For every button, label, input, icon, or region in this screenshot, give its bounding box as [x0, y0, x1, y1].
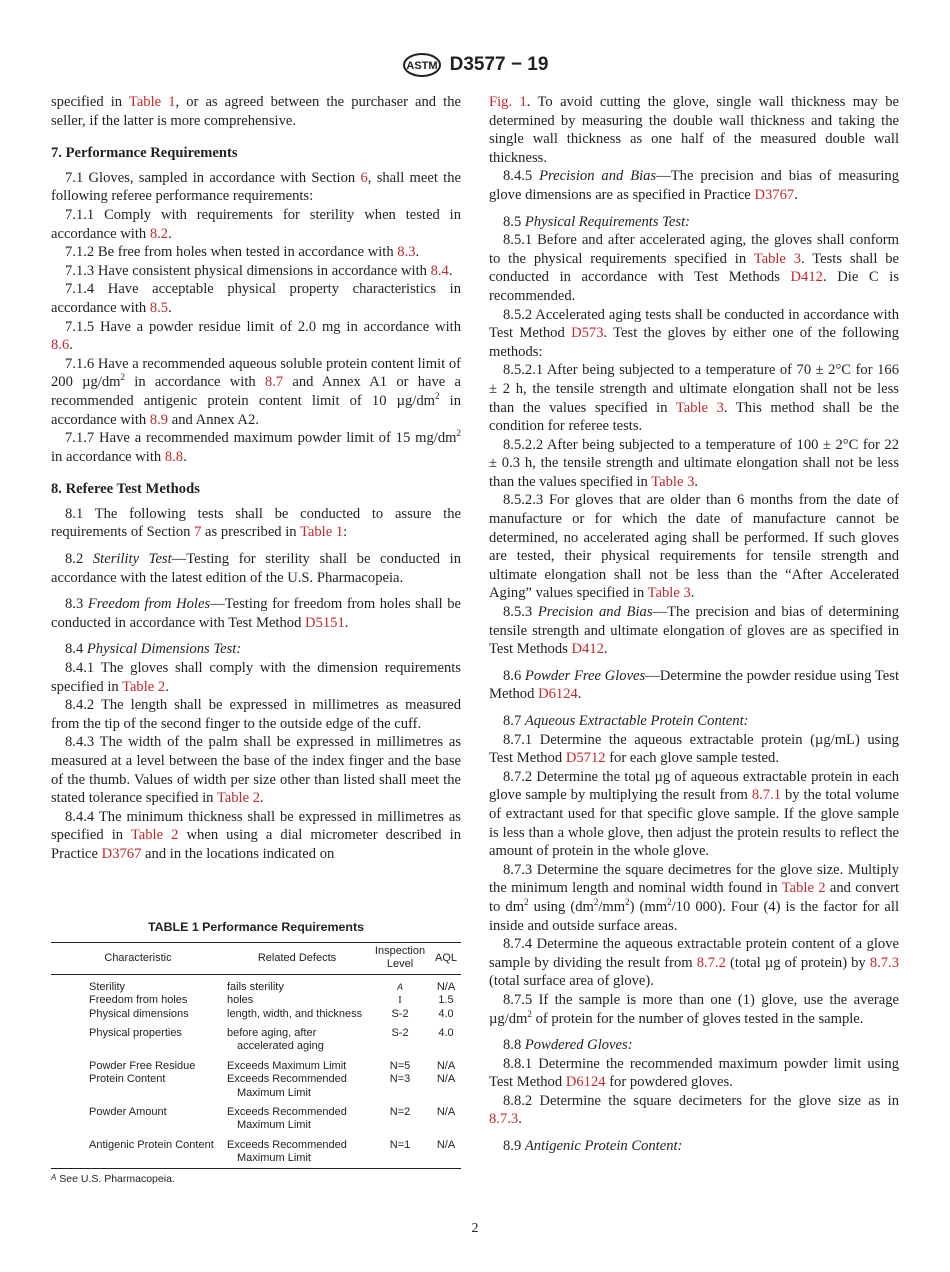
table-row: Powder Free Residue Exceeds Maximum Limit N=5 N/A	[89, 1059, 456, 1072]
paragraph-8-9: 8.9 Antigenic Protein Content:	[503, 1138, 683, 1155]
link-table-3[interactable]: Table 3	[651, 473, 695, 490]
paragraph-8-4-1: 8.4.1 The gloves shall comply with the dimension requirements specified in Table 2.	[51, 660, 461, 695]
table-row: Antigenic Protein Content Exceeds Recommended Maximum Limit N=1 N/A	[51, 1133, 461, 1168]
link-d3767[interactable]: D3767	[101, 845, 142, 862]
link-d6124[interactable]: D6124	[538, 686, 578, 703]
paragraph-8-5-2-2: 8.5.2.2 After being subjected to a temperature of 100 ± 2°C for 22 ± 0.3 h, the tensile strength and ultimate elongation shall not be less than the values specified in Table 3.	[489, 436, 899, 490]
astm-logo-icon	[402, 52, 442, 78]
paragraph-7-1-5: 7.1.5 Have a powder residue limit of 2.0 mg in accordance with 8.6.	[51, 318, 461, 354]
paragraph: Fig. 1. To avoid cutting the glove, single wall thickness may be determined by measuring the double wall thickness and taking the single wall thickness as one half of the measured double wall thickness.	[489, 94, 899, 166]
paragraph-8-7-1: 8.7.1 Determine the aqueous extractable protein (µg/mL) using Test Method D5712 for each glove sample tested.	[489, 731, 899, 767]
performance-table	[51, 942, 461, 1169]
column-header: Related Defects	[225, 943, 369, 975]
table-footnote: $^A$ See U.S. Pharmacopeia.	[51, 1172, 175, 1185]
paragraph-8-1: 8.1 The following tests shall be conducted to assure the requirements of Section 7 as prescribed in Table 1:	[51, 505, 461, 541]
link-8-6[interactable]: 8.6	[51, 337, 70, 354]
paragraph-8-6: 8.6 Powder Free Gloves—Determine the powder residue using Test Method D6124.	[489, 667, 899, 703]
paragraph-8-7-2: 8.7.2 Determine the total µg of aqueous extractable protein in each glove sample by multiplying the result from 8.7.1 by the total volume of extractant used for that specific glove sample. If the glove sample is less than a whole glove, then adjust the protein results to reflect the amount of protein in the whole glove.	[489, 768, 899, 860]
link-d5151[interactable]: D5151	[305, 614, 345, 631]
link-8-7-1[interactable]: 8.7.1	[751, 787, 782, 804]
table-title: TABLE 1 Performance Requirements	[148, 920, 364, 934]
paragraph-8-8-2: 8.8.2 Determine the square decimeters for the glove size as in 8.7.3.	[489, 1092, 899, 1128]
column-header: Inspection Level	[369, 943, 431, 975]
paragraph-8-3: 8.3 Freedom from Holes—Testing for freedom from holes shall be conducted in accordance with Test Method D5151.	[51, 596, 462, 631]
link-8-4[interactable]: 8.4	[430, 262, 449, 279]
page-number: 2	[471, 1221, 479, 1236]
paragraph-7-1-4: 7.1.4 Have acceptable physical property characteristics in accordance with 8.5.	[51, 281, 461, 316]
column-header: Characteristic	[51, 943, 225, 975]
paragraph-8-5-2-3: 8.5.2.3 For gloves that are older than 6 months from the date of manufacture or for which the date of manufacture cannot be determined, no accelerated aging shall be performed. If such gloves are tested, their physical requirements for tensile strength and ultimate elongation shall not be less than the “After Accelerated Aging” values specified in Table 3.	[489, 492, 899, 602]
section-heading-8: 8. Referee Test Methods	[51, 481, 200, 498]
link-table-3[interactable]: Table 3	[675, 399, 724, 416]
svg-text:ASTM: ASTM	[406, 60, 438, 72]
table-row: Protein Content Exceeds Recommended Maximum Limit N=3 N/A	[89, 1073, 456, 1099]
table-row: Sterility fails sterility $^A$ N/A	[89, 980, 456, 993]
link-table-2[interactable]: Table 2	[130, 827, 179, 844]
link-d3767[interactable]: D3767	[754, 186, 795, 203]
paragraph-8-2: 8.2 Sterility Test—Testing for sterility shall be conducted in accordance with the latest edition of the U.S. Pharmacopeia.	[51, 551, 461, 586]
paragraph-7-1: 7.1 Gloves, sampled in accordance with Section 6, shall meet the following referee performance requirements:	[51, 169, 461, 205]
page-header	[0, 52, 950, 78]
paragraph-8-8-1: 8.8.1 Determine the recommended maximum powder limit using Test Method D6124 for powdered gloves.	[489, 1055, 899, 1091]
link-section-6[interactable]: 6	[360, 169, 368, 186]
column-header: AQL	[431, 943, 461, 975]
paragraph-8-5-2: 8.5.2 Accelerated aging tests shall be conducted in accordance with Test Method D573. Test the gloves by either one of the following methods:	[489, 306, 899, 360]
paragraph-8-4-3: 8.4.3 The width of the palm shall be expressed in millimetres as measured at a level between the base of the index finger and the base of the thumb. Values of width per size other than listed shall meet the stated tolerance specified in Table 2.	[51, 734, 461, 807]
paragraph-8-7-3: 8.7.3 Determine the square decimetres for the glove size. Multiply the minimum length and nominal width found in Table 2 and convert to $dm^2$ using $(dm^2/mm^2)$ ($mm^2/10$ 000). Four (4) is the factor for all inside and outside surface areas.	[489, 861, 900, 934]
paragraph-8-5-1: 8.5.1 Before and after accelerated aging, the gloves shall conform to the physical requirements specified in Table 3. Tests shall be conducted in accordance with Test Methods D412. Die C is recommended.	[489, 232, 900, 304]
link-d6124[interactable]: D6124	[565, 1074, 606, 1091]
link-8-7-2[interactable]: 8.7.2	[696, 954, 726, 971]
paragraph-8-4: 8.4 Physical Dimensions Test:	[65, 641, 242, 658]
table-row: Powder Amount Exceeds Recommended Maximum Limit N=2 N/A	[89, 1106, 456, 1132]
paragraph-8-4-5: 8.4.5 Precision and Bias—The precision and bias of measuring glove dimensions are as specified in Practice D3767.	[489, 168, 900, 203]
right-column	[489, 93, 899, 1156]
link-table-2[interactable]: Table 2	[122, 678, 166, 695]
paragraph-7-1-3: 7.1.3 Have consistent physical dimensions in accordance with 8.4.	[65, 262, 453, 279]
paragraph-8-7: 8.7 Aqueous Extractable Protein Content:	[503, 713, 749, 729]
link-8-2[interactable]: 8.2	[149, 225, 169, 242]
link-table-1[interactable]: Table 1	[128, 94, 176, 110]
link-8-5[interactable]: 8.5	[149, 299, 169, 316]
link-fig-1[interactable]: Fig. 1	[489, 94, 527, 110]
link-table-2[interactable]: Table 2	[216, 790, 261, 807]
paragraph-7-1-2: 7.1.2 Be free from holes when tested in accordance with 8.3.	[65, 244, 420, 261]
link-d412[interactable]: D412	[790, 269, 823, 286]
link-8-9[interactable]: 8.9	[149, 411, 169, 428]
paragraph-7-1-1: 7.1.1 Comply with requirements for sterility when tested in accordance with 8.2.	[51, 206, 461, 242]
paragraph-8-5-2-1: 8.5.2.1 After being subjected to a temperature of 70 ± 2°C for 166 ± 2 h, the tensile strength and ultimate elongation shall not be less than the values specified in Table 3. This method shall be the condition for referee tests.	[489, 362, 899, 435]
link-table-3[interactable]: Table 3	[753, 250, 802, 267]
paragraph-8-8: 8.8 Powdered Gloves:	[503, 1037, 633, 1054]
paragraph-8-5-3: 8.5.3 Precision and Bias—The precision and bias of determining tensile strength and ultimate elongation of gloves are as specified in Test Methods D412.	[489, 604, 899, 658]
paragraph-7-1-7: 7.1.7 Have a recommended maximum powder limit of 15 $mg/dm^2$ in accordance with 8.8.	[51, 428, 461, 465]
link-table-1[interactable]: Table 1	[299, 524, 344, 541]
paragraph-7-1-6: 7.1.6 Have a recommended aqueous soluble protein content limit of 200 $\mu g/dm^2$ in accordance with 8.7 and Annex A1 or have a recommended antigenic protein content limit of 10 $\mu g/dm^2$ in accordance with 8.9 and Annex A2.	[51, 355, 461, 428]
table-row: Physical dimensions length, width, and thickness S-2 4.0	[89, 1007, 454, 1020]
link-8-7-3[interactable]: 8.7.3	[869, 954, 899, 971]
link-d573[interactable]: D573	[571, 325, 604, 342]
link-table-3[interactable]: Table 3	[647, 585, 691, 602]
table-1	[51, 920, 461, 1185]
table-row: Freedom from holes holes I 1.5	[89, 994, 454, 1007]
paragraph-8-7-4: 8.7.4 Determine the aqueous extractable protein content of a glove sample by dividing the result from 8.7.2 (total µg of protein) by 8.7.3 (total surface area of glove).	[489, 936, 899, 990]
paragraph: specified in Table 1, or as agreed between the purchaser and the seller, if the latter is more comprehensive.	[51, 94, 462, 129]
document-id: D3577 − 19	[449, 54, 549, 75]
paragraph-8-7-5: 8.7.5 If the sample is more than one (1) glove, use the average $\mu g/dm^2$ of protein for the number of gloves tested in the sample.	[489, 991, 899, 1027]
link-table-2[interactable]: Table 2	[781, 880, 826, 897]
paragraph-8-5: 8.5 Physical Requirements Test:	[503, 213, 690, 230]
link-section-7[interactable]: 7	[194, 524, 202, 541]
table-row: Physical properties before aging, after accelerated aging S-2 4.0	[89, 1027, 454, 1053]
link-8-7-3[interactable]: 8.7.3	[489, 1111, 519, 1128]
link-8-8[interactable]: 8.8	[164, 448, 184, 465]
link-8-7[interactable]: 8.7	[264, 374, 284, 391]
link-d412[interactable]: D412	[571, 641, 604, 658]
paragraph-8-4-2: 8.4.2 The length shall be expressed in millimetres as measured from the tip of the second finger to the outside edge of the cuff.	[51, 697, 461, 732]
link-d5712[interactable]: D5712	[565, 750, 606, 767]
link-8-3[interactable]: 8.3	[397, 244, 416, 261]
left-column	[51, 93, 461, 864]
section-heading-7: 7. Performance Requirements	[51, 145, 238, 162]
paragraph-8-4-4: 8.4.4 The minimum thickness shall be expressed in millimetres as specified in Table 2 when using a dial micrometer described in Practice D3767 and in the locations indicated on	[51, 808, 461, 862]
